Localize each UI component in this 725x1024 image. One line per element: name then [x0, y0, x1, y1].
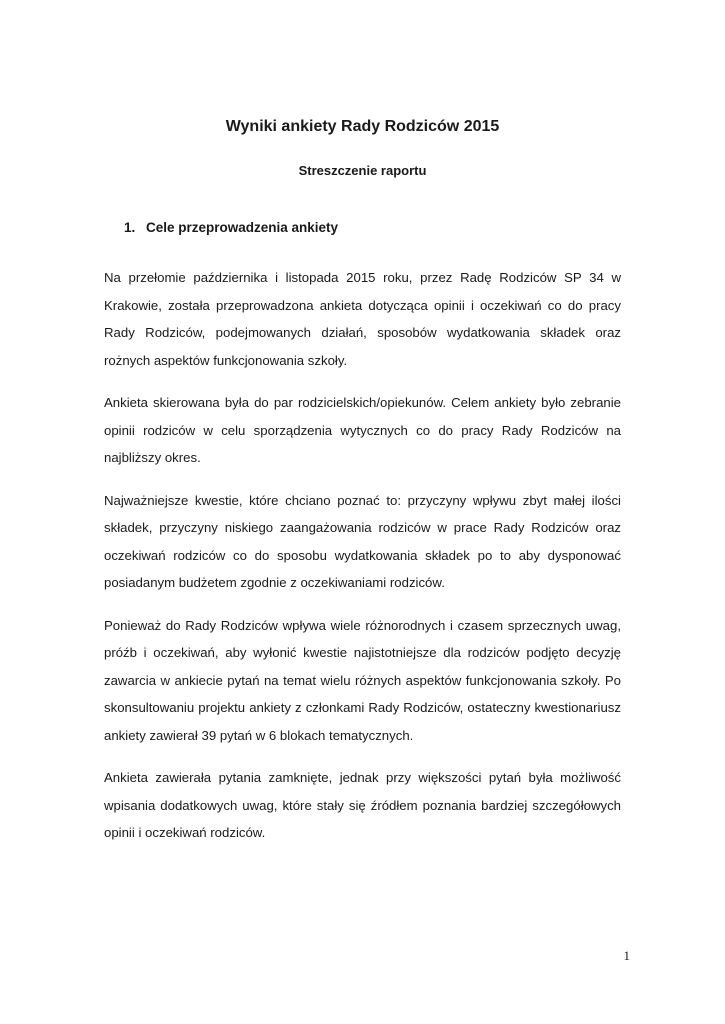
document-subtitle: Streszczenie raportu	[298, 163, 427, 178]
section-title: Cele przeprowadzenia ankiety	[146, 220, 339, 235]
paragraph-1: Na przełomie października i listopada 2015 roku, przez Radę Rodziców SP 34 w Krakowie, została przeprowadzona ankieta dotycząca opinii i oczekiwań co do pracy Rady Rodziców, podejmowanych działań, sposobów wydatkowania składek oraz rożnych aspektów funkcjonowania szkoły.	[104, 270, 621, 368]
paragraph-3: Najważniejsze kwestie, które chciano poznać to: przyczyny wpływu zbyt małej ilości składek, przyczyny niskiego zaangażowania rodziców w prace Rady Rodziców oraz oczekiwań rodziców co do sposobu wydatkowania składek po to aby dysponować posiadanym budżetem zgodnie z oczekiwaniami rodziców.	[104, 492, 621, 590]
body-text	[104, 264, 621, 862]
page-number: 1	[623, 948, 630, 963]
section-heading	[124, 220, 338, 235]
paragraph-5: Ankieta zawierała pytania zamknięte, jednak przy większości pytań była możliwość wpisania dodatkowych uwag, które stały się źródłem poznania bardziej szczegółowych opinii i oczekiwań rodziców.	[104, 770, 621, 840]
section-number: 1.	[124, 220, 136, 235]
document-title: Wyniki ankiety Rady Rodziców 2015	[225, 118, 500, 135]
paragraph-2: Ankieta skierowana była do par rodzicielskich/opiekunów. Celem ankiety było zebranie opinii rodziców w celu sporządzenia wytycznych co do pracy Rady Rodziców na najbliższy okres.	[104, 395, 621, 465]
paragraph-4: Ponieważ do Rady Rodziców wpływa wiele różnorodnych i czasem sprzecznych uwag, próźb i oczekiwań, aby wyłonić kwestie najistotniejsze dla rodziców podjęto decyzję zawarcia w ankiecie pytań na temat wielu różnych aspektów funkcjonowania szkoły. Po skonsultowaniu projektu ankiety z członkami Rady Rodziców, ostateczny kwestionariusz ankiety zawierał 39 pytań w 6 blokach tematycznych.	[104, 617, 621, 743]
